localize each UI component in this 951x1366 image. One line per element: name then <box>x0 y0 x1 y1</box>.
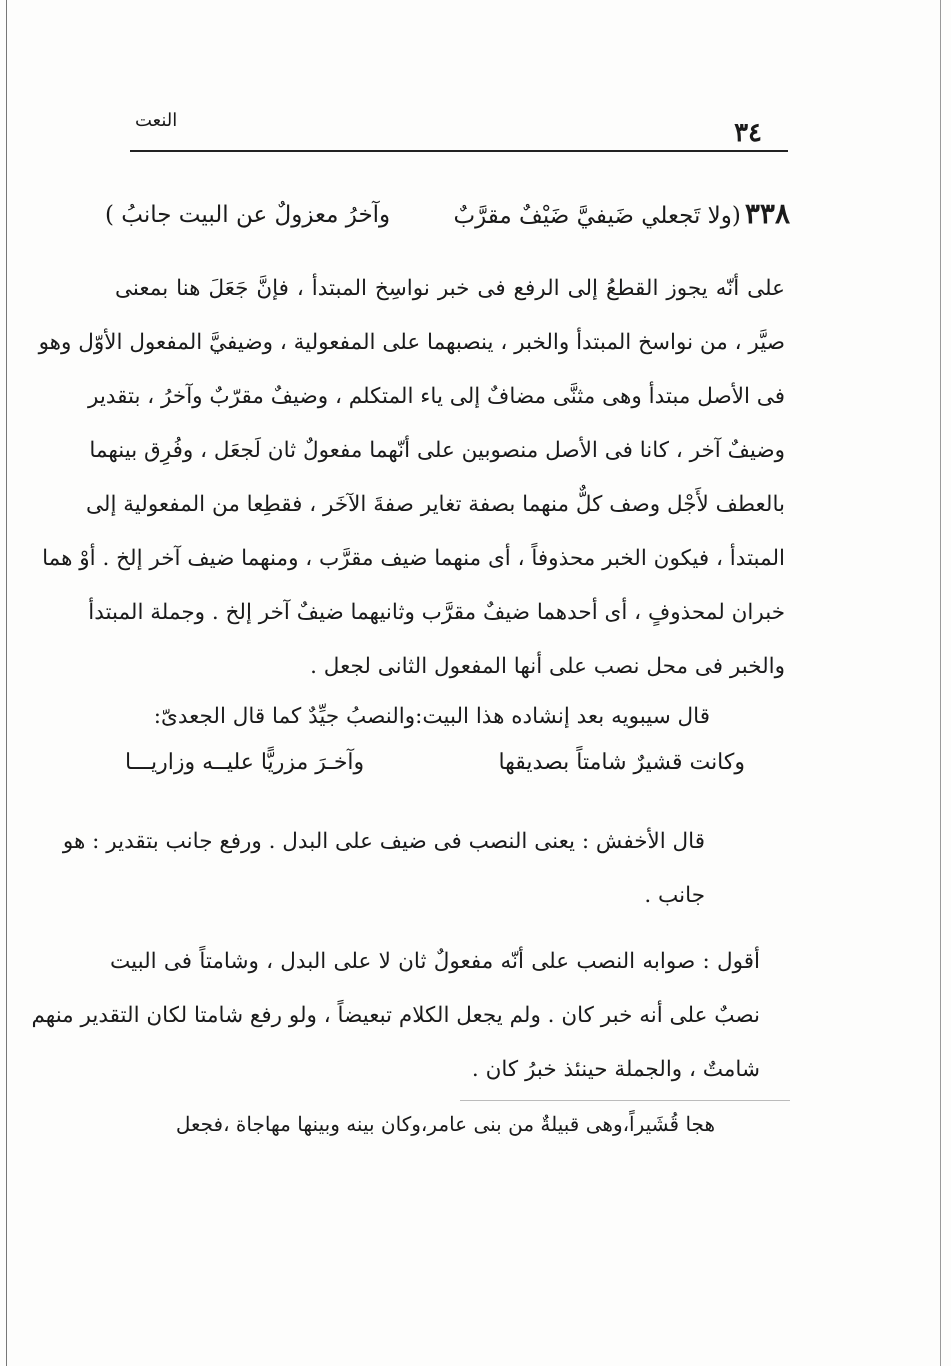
poem-second-hemistich: وآخـرَ مزريًّا عليــه وزاريـــا <box>125 750 365 775</box>
page-number: ٣٤ <box>734 118 762 148</box>
poem-first-hemistich: وكانت قشيرٌ شامتاً بصديقها <box>498 750 745 775</box>
text-line: شامتٌ ، والجملة حينئذ خبرُ كان . <box>471 1057 760 1082</box>
footnote-text: هجا قُشَيراً،وهى قبيلةٌ من بنى عامر،وكان بينه وبينها مهاجاة ،فجعل <box>175 1112 715 1136</box>
text-line: صيَّر ، من نواسخ المبتدأ والخبر ، ينصبهما على المفعولية ، وضيفيَّ المفعول الأوّل وهو <box>38 330 785 355</box>
text-line: قال الأخفش : يعنى النصب فى ضيف على البدل . ورفع جانب بتقدير : هو <box>62 829 705 854</box>
aqulu-paragraph <box>31 935 760 1097</box>
verse-line <box>105 192 790 242</box>
akhfash-paragraph <box>62 815 705 923</box>
footnote-rule <box>460 1100 790 1101</box>
text-line: أقول : صوابه النصب على أنّه مفعولٌ ثان لا على البدل ، وشامتاً فى البيت <box>110 949 760 974</box>
scan-margin-line <box>940 0 941 1366</box>
text-line: فى الأصل مبتدأ وهى مثنَّى مضافٌ إلى ياء المتكلم ، وضيفٌ مقرّبٌ وآخرُ ، بتقدير <box>87 384 785 409</box>
text-line: المبتدأ ، فيكون الخبر محذوفاً ، أى منهما ضيف مقرَّب ، ومنهما ضيف آخر إلخ . أوْ هما <box>42 546 785 571</box>
verse-first-hemistich-group <box>453 197 790 230</box>
text-line: والخبر فى محل نصب على أنها المفعول الثانى لجعل . <box>310 654 785 679</box>
text-line: على أنّه يجوز القطعُ إلى الرفع فى خبر نواسِخ المبتدأ ، فإنَّ جَعَلَ هنا بمعنى <box>115 276 785 301</box>
scan-margin-line <box>6 0 7 1366</box>
text-line: خبران لمحذوفٍ ، أى أحدهما ضيفٌ مقرَّب وثانيهما ضيفٌ آخر إلخ . وجملة المبتدأ <box>88 600 785 625</box>
sibawayh-quote <box>153 690 710 744</box>
verse-first-hemistich: (ولا تَجعلي ضَيفيَّ ضَيْفٌ مقرَّبٌ <box>453 203 741 229</box>
commentary-paragraph <box>38 262 785 694</box>
text-line: قال سيبويه بعد إنشاده هذا البيت:والنصبُ جيِّدٌ كما قال الجعدىّ: <box>153 704 710 729</box>
text-line: جانب . <box>644 883 705 908</box>
verse-second-hemistich: وآخرُ معزولٌ عن البيت جانبُ ) <box>105 202 391 228</box>
verse-number: ٣٣٨ <box>744 197 790 230</box>
text-line: بالعطف لأَجْل وصف كلٌّ منهما بصفة تغاير صفةَ الآخَر ، فقطِعا من المفعولية إلى <box>85 492 785 517</box>
page-header <box>125 110 790 150</box>
text-line: وضيفٌ آخر ، كانا فى الأصل منصوبين على أنّهما مفعولٌ ثان لَجعَل ، وفُرِق بينهما <box>89 438 785 463</box>
running-title: النعت <box>135 110 178 131</box>
header-rule <box>130 150 788 152</box>
text-line: نصبٌ على أنه خبر كان . ولم يجعل الكلام تبعيضاً ، ولو رفع شامتا لكان التقدير منهم <box>31 1003 760 1028</box>
poem-line <box>125 750 745 790</box>
